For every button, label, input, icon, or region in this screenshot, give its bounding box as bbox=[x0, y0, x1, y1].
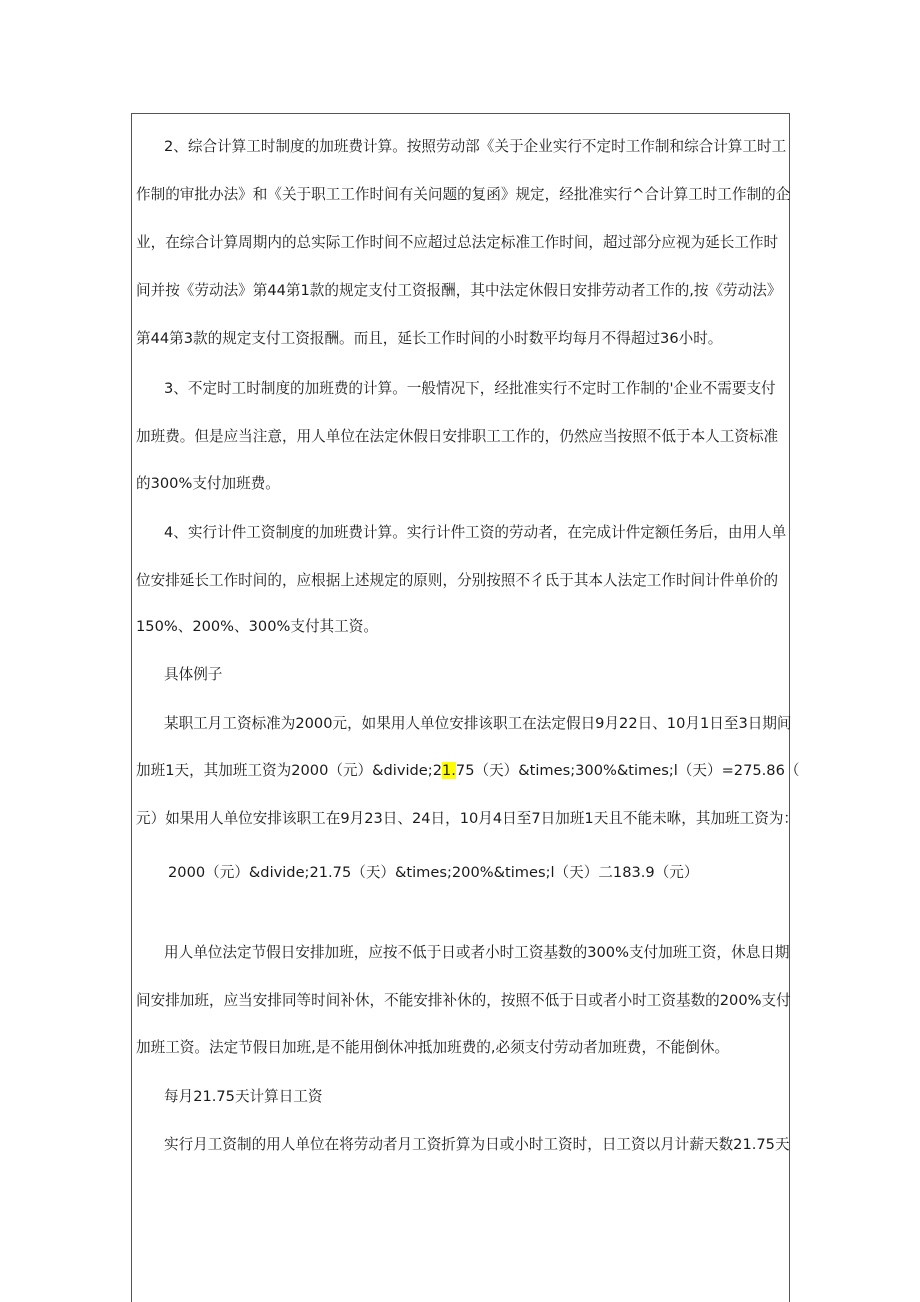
paragraph-3-line-2: 加班费。但是应当注意，用人单位在法定休假日安排职工工作的，仍然应当按照不低于本人工资标准 bbox=[136, 428, 779, 445]
paragraph-2-line-3: 业，在综合计算周期内的总实际工作时间不应超过总法定标准工作时间，超过部分应视为延长工作时 bbox=[136, 234, 779, 251]
paragraph-3-line-3: 的300%支付加班费。 bbox=[136, 475, 280, 492]
paragraph-4-line-2: 位安排延长工作时间的，应根据上述规定的原则，分别按照不彳氐于其本人法定工作时间计件单价的 bbox=[136, 572, 779, 589]
section-heading-daily-wage: 每月21.75天计算日工资 bbox=[164, 1088, 323, 1105]
calculation-line: 2000（元）&divide;21.75（天）&times;200%&times;l（天）二183.9（元） bbox=[168, 864, 699, 881]
paragraph-2-line-5: 第44第3款的规定支付工资报酬。而且，延长工作时间的小时数平均每月不得超过36小时。 bbox=[136, 330, 723, 347]
example-heading: 具体例子 bbox=[164, 666, 223, 683]
paragraph-overtime-line-1: 用人单位法定节假日安排加班，应按不低于日或者小时工资基数的300%支付加班工资，休息日期 bbox=[164, 944, 790, 961]
paragraph-4-line-3: 150%、200%、300%支付其工资。 bbox=[136, 618, 378, 635]
paragraph-3-line-1: 3、不定时工时制度的加班费的计算。一般情况下，经批准实行不定时工作制的'企业不需要支付 bbox=[164, 380, 776, 397]
example-line-1: 某职工月工资标准为2000元，如果用人单位安排该职工在法定假日9月22日、10月1日至3日期间 bbox=[164, 715, 792, 732]
paragraph-2-line-2: 作制的审批办法》和《关于职工工作时间有关问题的复函》规定，经批准实行^合计算工时工作制的企 bbox=[136, 186, 791, 203]
example-line-3: 元）如果用人单位安排该职工在9月23日、24日，10月4日至7日加班1天且不能未咻，其加班工资为： bbox=[136, 810, 799, 827]
paragraph-4-line-1: 4、实行计件工资制度的加班费计算。实行计件工资的劳动者，在完成计件定额任务后，由用人单 bbox=[164, 524, 787, 541]
paragraph-2-line-1: 2、综合计算工时制度的加班费计算。按照劳动部《关于企业实行不定时工作制和综合计算工时工 bbox=[164, 138, 787, 155]
paragraph-overtime-line-3: 加班工资。法定节假日加班,是不能用倒休冲抵加班费的,必须支付劳动者加班费，不能倒休。 bbox=[136, 1039, 730, 1056]
example-line-2-before: 加班1天，其加班工资为2000（元）&divide;2 bbox=[136, 762, 442, 779]
paragraph-2-line-4: 间并按《劳动法》第44第1款的规定支付工资报酬，其中法定休假日安排劳动者工作的,按《劳动法》 bbox=[136, 282, 782, 299]
example-line-2 bbox=[136, 756, 799, 786]
paragraph-daily-wage-line-1: 实行月工资制的用人单位在将劳动者月工资折算为日或小时工资时，日工资以月计薪天数21.75天 bbox=[164, 1136, 790, 1153]
highlighted-text: 1. bbox=[441, 762, 456, 779]
example-line-2-after: 75（天）&times;300%&times;l（天）=275.86（ bbox=[455, 762, 800, 779]
paragraph-overtime-line-2: 间安排加班，应当安排同等时间补休，不能安排补休的，按照不低于日或者小时工资基数的200%支付 bbox=[136, 992, 791, 1009]
